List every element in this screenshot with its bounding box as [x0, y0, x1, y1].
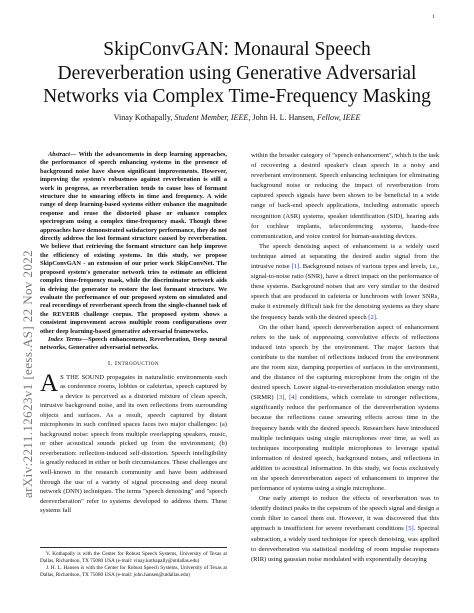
paper-title: SkipConvGAN: Monaural Speech Dereverberation using Generative Adversarial Networks via Complex Time-Frequency Masking — [43, 39, 431, 107]
author-2-role: Fellow, IEEE — [316, 113, 361, 122]
abstract — [40, 151, 227, 336]
left-column — [40, 151, 227, 516]
p2-text-a: The speech denoising aspect of enhancement is a widely used technique aimed at separating the desired audio signal from the intrusive noise — [251, 242, 439, 271]
p3-text-b: , — [284, 394, 290, 402]
right-paragraph-4 — [251, 494, 439, 565]
right-paragraph-1: within the broader category of "speech enhancement", which is the task of recovering a desired speaker's clean speech in a noisy and reverberant environment. Speech enhancing techniques for eliminating background noise or reducing the impact of reverberation from captured speech signals have been shown to be beneficial in a wide range of back-end speech applications, including automatic speech recognition (ASR) systems, speaker identification (SID), hearing aids for cochlear implants, teleconferencing systems, hands-free communication, and voice control for human-assisting devices. — [251, 152, 439, 240]
p2-text-b: . Background noises of various types and levels, i.e., signal-to-noise ratio (SNR), have a direct impact on the performance of these systems. Background noises that are very similar to the desired speech that are produced in cafeteria or lunchroom with lower SNRs, make it extremely difficult task for the denoising systems as they share the frequency bands with the desired speech — [251, 263, 439, 321]
footnote-1: V. Kothapally is with the Center for Robust Speech Systems, University of Texas at Dallas, Richardson, TX 75080 USA (e-mail: vinay.kothapally@utdallas.edu) — [40, 551, 227, 564]
citation-link[interactable]: [3] — [276, 394, 285, 402]
author-line — [40, 113, 434, 123]
dropcap: A — [40, 369, 59, 397]
citation-link[interactable]: [1] — [291, 263, 300, 271]
page-number: 1 — [432, 14, 435, 20]
right-paragraph-2 — [251, 242, 439, 323]
author-1-role: Student Member, IEEE, — [174, 113, 251, 122]
p4-text-a: One early attempt to reduce the effects of reverberation was to identify distinct peaks in the cepstrum of the speech signal and design a comb filter to cancel them out. However, it was discovered that this approach is insufficient for severe reverberant conditions — [251, 495, 439, 533]
footnote-2: J. H. L. Hansen is with the Center for Robust Speech Systems, University of Texas at Dallas, Richardson, TX 75080 USA (e-mail: john.hansen@utdallas.edu) — [40, 564, 227, 578]
abstract-label: Abstract — [48, 151, 70, 158]
citation-link[interactable]: [5] — [406, 525, 414, 533]
intro-caps: S THE SOUND — [60, 373, 104, 381]
intro-paragraph — [40, 369, 228, 516]
footnotes — [40, 547, 227, 579]
p3-text-c: conditions, which correlate to stronger reflections, significantly reduce the performance of the dereverberation systems because the reflections cause smearing effects across time in the frequency bands with the desired speech. Researchers have introduced multiple techniques using single microphones over time, as well as techniques incorporating multiple microphones to leverage spatial information of desired speech, background noises, and reflections in addition to acoustical information. In this study, we focus exclusively on the speech dereverberation aspect of enhancement to improve the performance of systems using a single microphone. — [251, 394, 439, 493]
abstract-text: — With the advancements in deep learning approaches, the performance of speech enhancing systems in the presence of background noise have shown significant improvements. However, improving the system's robustness against reverberation is still a work in progress, as reverberation tends to cause loss of formant structure due to smearing effects in time and frequency. A wide range of deep learning-based systems either enhance the magnitude response and reuse the distorted phase or enhance complex spectrogram using a complex time-frequency mask. Though these approaches have demonstrated satisfactory performance, they do not directly address the lost formant structure caused by reverberation. We believe that retrieving the formant structure can help improve the efficiency of existing systems. In this study, we propose SkipConvGAN - an extension of our prior work SkipConvNet. The proposed system's generator network tries to estimate an efficient complex time-frequency mask, while the discriminator network aids in driving the generator to restore the lost formant structure. We evaluate the performance of our proposed system on simulated and real recordings of reverberant speech from the single-channel task of the REVERB challenge corpus. The proposed system shows a consistent improvement across multiple room configurations over other deep learning-based generative adversarial frameworks. — [40, 151, 228, 335]
p4-text-b: . Spectral subtraction, a widely used technique for speech denoising, was applied to dereverberation via statistical modeling of room impulse responses (RIR) using gaussian noise modulated with exponentially decaying — [251, 525, 439, 563]
p2-text-c: . — [375, 313, 378, 321]
p3-text-a: On the other hand, speech dereverberation aspect of enhancement refers to the task of suppressing convolutive effects of reflections induced into speech by the environment. The major factors that contribute to the number of reflections induced from the environment are the room size, damping properties of surfaces in the environment, and the distance of the capturing microphone from the origin of the desired speech. Lower signal-to-reverberation modulation energy ratio (SRMR) — [251, 323, 439, 402]
index-terms-text: —Speech enhancement, Reverberation, Deep neural networks, Generative adversarial networks. — [40, 335, 227, 352]
citation-link[interactable]: [2] — [368, 313, 376, 321]
right-paragraph-3 — [251, 323, 439, 495]
right-column — [251, 151, 439, 565]
index-terms — [40, 336, 227, 353]
author-2: John H. L. Hansen, — [252, 113, 315, 122]
index-terms-label: Index Terms — [48, 335, 82, 343]
author-1: Vinay Kothapally, — [113, 113, 173, 122]
section-heading: I. Introduction — [107, 359, 160, 367]
intro-text: propagates in naturalistic environments such as conference rooms, lobbies or cafeterias, speech captured by a device is perceived as a distorted mixture of clean speech, intrusive background noise, and its own reflections from surrounding objects and surfaces. As a result, speech captured by distant microphones in such confined spaces faces two major challenges: (a) background noise: speech from multiple overlapping speakers, music, or other acoustical sounds picked up from the environment; (b) reverberation: reflection-induced self-distortion. Speech intelligibility is greatly reduced in either or both circumstances. These challenges are well-known in the research community and have been addressed through the use of a variety of signal processing and deep neural network (DNN) techniques. The terms "speech denoising" and "speech dereverberation" refer to systems developed to address them. These systems fall — [40, 373, 228, 515]
citation-link[interactable]: [4] — [289, 394, 297, 402]
arxiv-stamp: arXiv:2211.12623v1 [eess.AS] 22 Nov 2022 — [20, 249, 35, 498]
